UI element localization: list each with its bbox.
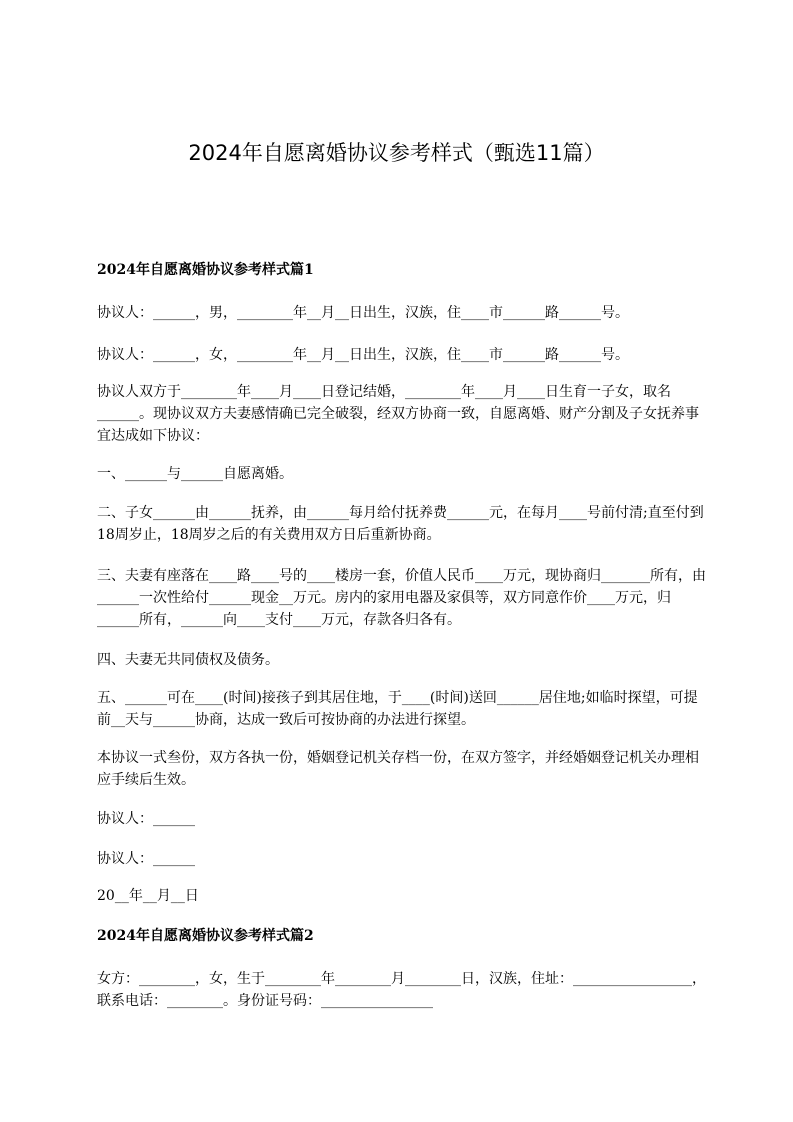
paragraph-female-party-info: 女方：________，女，生于________年________月________日，汉族，住址：_________________，联系电话：________。身份证号码：________________	[97, 971, 706, 1009]
signature-line-2: 协议人：______	[97, 851, 195, 867]
paragraph-party-male: 协议人：______，男，________年__月__日出生，汉族，住____市______路______号。	[97, 305, 629, 321]
date-line: 20__年__月__日	[97, 888, 199, 904]
section-heading-1: 2024年自愿离婚协议参考样式篇1	[97, 262, 314, 278]
paragraph-party-female: 协议人：______，女，________年__月__日出生，汉族，住____市______路______号。	[97, 347, 629, 363]
paragraph-marriage-facts: 协议人双方于________年____月____日登记结婚，________年____月____日生育一子女，取名______。现协议双方夫妻感情确已完全破裂，经双方协商一致，自愿离婚、财产分割及子女抚养事宜达成如下协议：	[97, 384, 699, 444]
paragraph-clause-1: 一、______与______自愿离婚。	[97, 466, 293, 482]
signature-line-1: 协议人：______	[97, 811, 195, 827]
paragraph-clause-4: 四、夫妻无共同债权及债务。	[97, 652, 279, 668]
section-heading-2: 2024年自愿离婚协议参考样式篇2	[97, 928, 314, 944]
paragraph-effectiveness: 本协议一式叁份，双方各执一份，婚姻登记机关存档一份，在双方签字，并经婚姻登记机关办理相应手续后生效。	[97, 750, 699, 788]
paragraph-clause-2: 二、子女______由______抚养，由______每月给付抚养费______元，在每月____号前付清;直至付到18周岁止，18周岁之后的有关费用双方日后重新协商。	[97, 505, 704, 543]
document-title: 2024年自愿离婚协议参考样式（甄选11篇）	[188, 141, 605, 165]
paragraph-clause-3: 三、夫妻有座落在____路____号的____楼房一套，价值人民币____万元，现协商归_______所有，由______一次性给付______现金__万元。房内的家用电器及家俱等，双方同意作价____万元，归______所有，______向____支付____万元，存款各归各有。	[97, 568, 706, 628]
paragraph-clause-5: 五、______可在____(时间)接孩子到其居住地，于____(时间)送回______居住地;如临时探望，可提前__天与______协商，达成一致后可按协商的办法进行探望。	[97, 690, 698, 728]
